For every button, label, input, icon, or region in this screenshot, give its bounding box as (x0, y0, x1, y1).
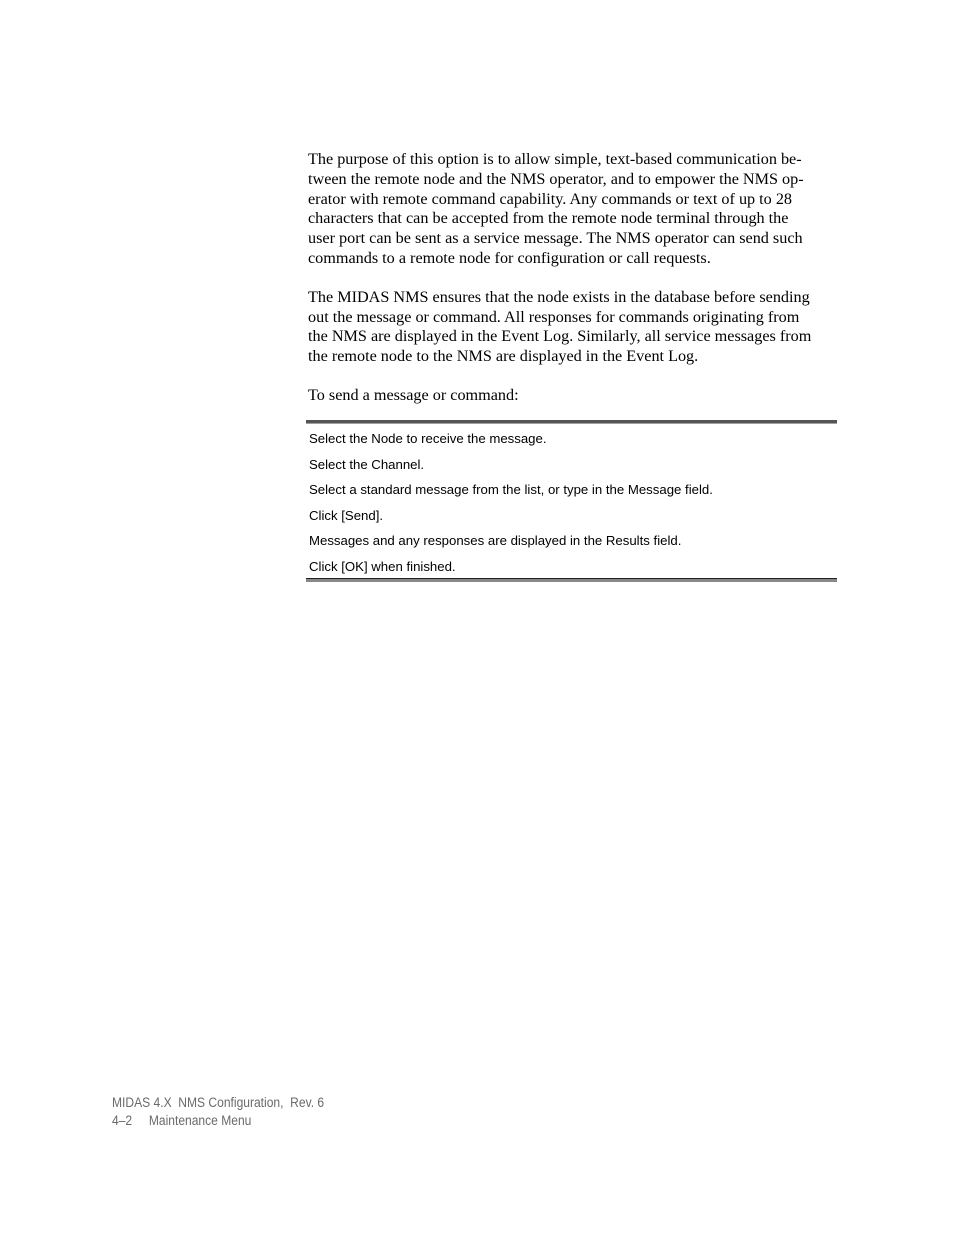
footer-page-section: 4–2 Maintenance Menu (112, 1113, 252, 1128)
step-item: Select a standard message from the list, or type in the Message field. (309, 482, 713, 498)
paragraph-database: The MIDAS NMS ensures that the node exists in the database before sending out the message or command. All responses for commands originating from the NMS are displayed in the Event Log. Similarly, all service messages from the remote node to the NMS are displayed in the Event Log. (308, 287, 812, 366)
procedure-intro: To send a message or command: (308, 385, 519, 404)
table-bottom-rule-shadow (306, 579, 837, 582)
paragraph-purpose: The purpose of this option is to allow simple, text-based communication be- tween the remote node and the NMS operator, and to empower the NMS op- erator with remote command capability. Any commands or text of up to 28 characters that can be accepted from the remote node terminal through the user port can be sent as a service message. The NMS operator can send such commands to a remote node for configuration or call requests. (308, 150, 804, 267)
footer-document-title: MIDAS 4.X NMS Configuration, Rev. 6 (112, 1095, 325, 1110)
step-item: Select the Channel. (309, 456, 425, 472)
step-item: Select the Node to receive the message. (309, 431, 547, 446)
step-item: Click [OK] when finished. (309, 558, 456, 574)
page-footer (112, 1094, 324, 1130)
body-text (308, 150, 838, 419)
step-item: Click [Send]. (309, 507, 384, 523)
step-item: Messages and any responses are displayed in the Results field. (309, 533, 682, 549)
procedure-steps-table (306, 420, 837, 582)
